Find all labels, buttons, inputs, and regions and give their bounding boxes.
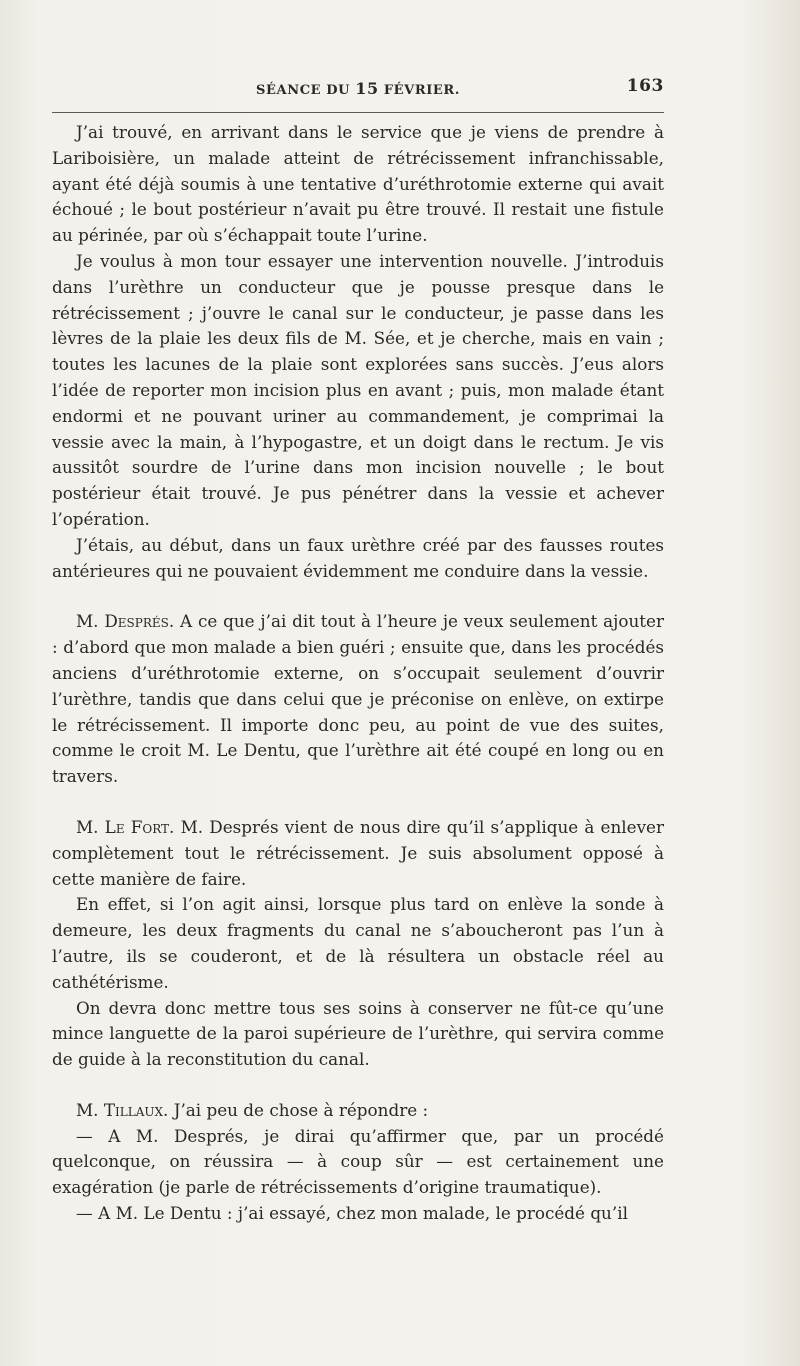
paragraph-text: Je voulus à mon tour essayer une intervention nouvelle. J’introduis dans l’urèthre un conducteur que je pousse presque dans le rétrécissement ; j’ouvre le canal sur le conducteur, je passe dans les lèvres de la plaie les deux fils de M. Sée, et je cherche, mais en vain ; toutes les lacunes de la plaie sont explorées sans succès. J’eus alors l’idée de reporter mon incision plus en avant ; puis, mon malade étant endormi et ne pouvant uriner au commandement, je comprimai la vessie avec la main, à l’hypogastre, et un doigt dans le rectum. Je vis aussitôt sourdre de l’urine dans mon incision nouvelle ; le bout postérieur était trouvé. Je pus pénétrer dans la vessie et achever l’opération. [52, 250, 664, 529]
paragraph-text: J’ai peu de chose à répondre : [168, 1099, 429, 1120]
speaker-name: M. Le Fort. [76, 816, 175, 837]
page-number: 163 [626, 76, 664, 96]
paragraph-text: J’ai trouvé, en arrivant dans le service que je viens de prendre à Lariboisière, un malade atteint de rétrécissement infranchissable, ayant été déjà soumis à une tentative d’uréthrotomie externe qui avait échoué ; le bout postérieur n’avait pu être trouvé. Il restait une fistule au périnée, par où s’échappait toute l’urine. [52, 122, 664, 246]
paragraph-3 [52, 533, 664, 585]
paragraph-text: — A M. Le Dentu : j’ai essayé, chez mon malade, le procédé qu’il [76, 1203, 628, 1224]
paragraph-5 [52, 815, 664, 892]
paragraph-text: — A M. Després, je dirai qu’affirmer que, par un procédé quelconque, on réussira — à coup sûr — est certainement une exagération (je parle de rétrécissements d’origine traumatique). [52, 1125, 664, 1198]
running-head-month: FÉVRIER. [378, 83, 460, 98]
page-header [52, 76, 664, 100]
paragraph-10 [52, 1201, 664, 1227]
paragraph-6 [52, 892, 664, 995]
speaker-name: M. Tillaux. [76, 1099, 169, 1120]
paragraph-9 [52, 1124, 664, 1201]
paragraph-8 [52, 1098, 664, 1124]
speaker-name: M. Després. [76, 611, 175, 632]
paragraph-2 [52, 249, 664, 533]
paragraph-text: A ce que j’ai dit tout à l’heure je veux seulement ajouter : d’abord que mon malade a bien guéri ; ensuite que, dans les procédés anciens d’uréthrotomie externe, on s’occupait seulement d’ouvrir l’urèthre, tandis que dans celui que je préconise on enlève, on extirpe le rétrécissement. Il importe donc peu, au point de vue des suites, comme le croit M. Le Dentu, que l’urèthre ait été coupé en long ou en travers. [52, 611, 664, 787]
paragraph-1 [52, 120, 664, 249]
paragraph-text: En effet, si l’on agit ainsi, lorsque plus tard on enlève la sonde à demeure, les deux fragments du canal ne s’aboucheront pas l’un à l’autre, ils se couderont, et de là résultera un obstacle réel au cathétérisme. [52, 894, 664, 992]
paragraph-4 [52, 609, 664, 790]
running-head-day: 15 [355, 79, 379, 98]
running-head-prefix: SÉANCE DU [256, 83, 356, 98]
paragraph-text: On devra donc mettre tous ses soins à conserver ne fût-ce qu’une mince languette de la paroi supérieure de l’urèthre, qui servira comme de guide à la reconstitution du canal. [52, 997, 664, 1070]
running-head [52, 79, 664, 98]
paragraph-text: J’étais, au début, dans un faux urèthre créé par des fausses routes antérieures qui ne pouvaient évidemment me conduire dans la vessie. [52, 534, 664, 581]
paragraph-7 [52, 996, 664, 1073]
paragraph-text: M. Després vient de nous dire qu’il s’applique à enlever complètement tout le rétrécissement. Je suis absolument opposé à cette manière de faire. [52, 816, 665, 889]
body-text [52, 120, 664, 1227]
header-rule [52, 112, 664, 113]
